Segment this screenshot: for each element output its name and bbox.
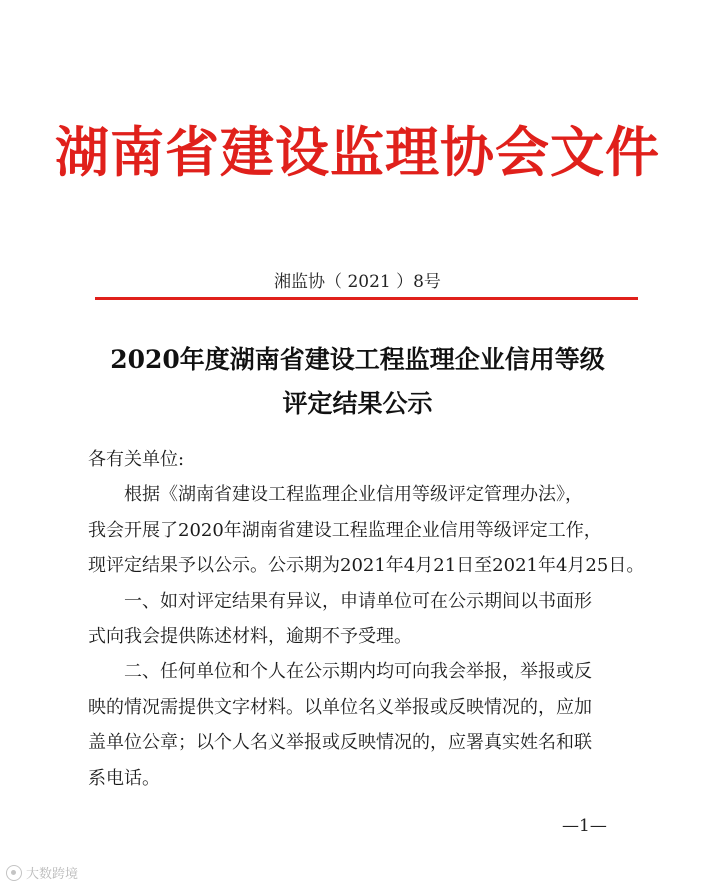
paragraph-3 <box>88 654 633 796</box>
paragraph-3-line-1: 二、任何单位和个人在公示期内均可向我会举报，举报或反 <box>124 661 592 683</box>
paragraph-2 <box>88 584 633 655</box>
document-header-title: 湖南省建设监理协会文件 <box>55 121 660 184</box>
document-number: 湘监协（ 2021 ）8号 <box>274 272 441 292</box>
notice-title-line-2: 评定结果公示 <box>282 389 433 418</box>
page-number: —1— <box>562 816 607 836</box>
notice-title <box>0 338 715 426</box>
watermark-text: 大数跨境 <box>26 867 79 882</box>
paragraph-3-line-3: 盖单位公章；以个人名义举报或反映情况的，应署真实姓名和联 <box>88 732 592 754</box>
paragraph-1 <box>88 477 645 583</box>
notice-body <box>88 442 645 796</box>
salutation-text: 各有关单位: <box>88 449 185 470</box>
paragraph-3-line-2: 映的情况需提供文字材料。以单位名义举报或反映情况的，应加 <box>88 696 592 718</box>
salutation <box>88 442 633 477</box>
paragraph-1-line-2: 我会开展了2020年湖南省建设工程监理企业信用等级评定工作， <box>88 519 602 541</box>
notice-title-line-1: 2020年度湖南省建设工程监理企业信用等级 <box>110 345 605 374</box>
camera-circle-icon <box>6 865 22 881</box>
paragraph-2-line-1: 一、如对评定结果有异议，申请单位可在公示期间以书面形 <box>124 590 592 612</box>
red-divider-line <box>95 297 638 300</box>
paragraph-3-line-4: 系电话。 <box>88 767 160 789</box>
watermark <box>6 863 78 882</box>
paragraph-2-line-2: 式向我会提供陈述材料，逾期不予受理。 <box>88 626 412 648</box>
paragraph-1-line-1: 根据《湖南省建设工程监理企业信用等级评定管理办法》， <box>124 484 583 506</box>
paragraph-1-line-3: 现评定结果予以公示。公示期为2021年4月21日至2021年4月25日。 <box>88 555 645 577</box>
